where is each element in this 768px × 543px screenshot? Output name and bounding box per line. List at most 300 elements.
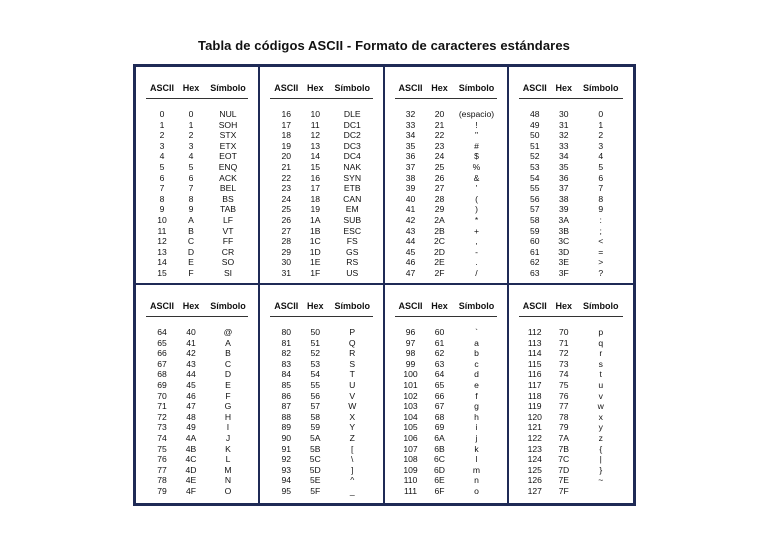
table-row [395, 204, 497, 215]
table-row [519, 348, 623, 359]
symbol-cell: F [225, 390, 231, 401]
table-row [395, 215, 497, 226]
symbol-cell: a [474, 337, 479, 348]
panel-rows [270, 109, 372, 279]
hex-code-cell: 27 [434, 183, 445, 194]
table-row [270, 391, 372, 402]
table-row [146, 194, 248, 205]
hex-code-cell: 52 [310, 348, 321, 359]
table-row [395, 130, 497, 141]
symbol-cell: j [475, 432, 478, 443]
symbol-cell: CR [221, 246, 235, 257]
table-row [270, 173, 372, 184]
table-row [146, 215, 248, 226]
ascii-code-cell: 43 [405, 225, 416, 236]
symbol-cell: q [598, 337, 604, 348]
table-row [395, 151, 497, 162]
ascii-code-cell: 33 [405, 119, 416, 130]
table-row [519, 338, 623, 349]
ascii-code-cell: 99 [405, 358, 416, 369]
symbol-cell: { [599, 443, 603, 454]
table-row [395, 475, 497, 486]
symbol-cell: DC1 [343, 119, 361, 130]
ascii-code-cell: 9 [159, 204, 165, 215]
table-row [519, 454, 623, 465]
hex-code-cell: C [187, 236, 195, 247]
ascii-code-cell: 101 [403, 379, 418, 390]
hex-code-cell: 7B [558, 443, 569, 454]
symbol-cell: B [225, 348, 231, 359]
ascii-code-cell: 34 [405, 130, 416, 141]
symbol-cell: LF [222, 214, 234, 225]
ascii-code-cell: 62 [529, 257, 540, 268]
symbol-cell: | [599, 454, 602, 465]
symbol-cell: U [349, 379, 356, 390]
hex-code-cell: 5E [309, 475, 321, 486]
table-row [270, 226, 372, 237]
table-row [395, 401, 497, 412]
symbol-cell: b [474, 348, 479, 359]
ascii-panel [260, 67, 384, 285]
ascii-code-cell: 81 [281, 337, 292, 348]
symbol-cell: BEL [219, 183, 237, 194]
table-row [270, 130, 372, 141]
hex-code-cell: 67 [434, 401, 445, 412]
table-row [146, 183, 248, 194]
hex-code-cell: 53 [310, 358, 321, 369]
table-row [270, 475, 372, 486]
symbol-cell: M [224, 464, 232, 475]
table-row [395, 465, 497, 476]
symbol-cell: d [474, 369, 479, 380]
ascii-code-cell: 69 [157, 379, 167, 390]
ascii-code-cell: 108 [403, 454, 418, 465]
table-row [395, 412, 497, 423]
ascii-code-cell: 59 [529, 225, 540, 236]
ascii-code-cell: 87 [281, 401, 292, 412]
symbol-cell: + [473, 225, 480, 236]
hex-code-cell: 60 [434, 327, 445, 337]
symbol-cell: v [598, 390, 603, 401]
table-row [519, 486, 623, 497]
symbol-cell: US [346, 267, 359, 278]
table-row [519, 236, 623, 247]
ascii-code-cell: 46 [405, 257, 416, 268]
ascii-code-cell: 1 [159, 119, 165, 130]
ascii-code-cell: 123 [527, 443, 542, 454]
ascii-column-header: ASCII [149, 83, 174, 93]
symbol-cell: GS [346, 246, 359, 257]
hex-code-cell: D [187, 246, 195, 257]
panel-header [270, 301, 372, 317]
hex-code-cell: 56 [310, 390, 321, 401]
hex-code-cell: 32 [558, 130, 569, 141]
table-row [395, 454, 497, 465]
ascii-code-cell: 116 [527, 369, 542, 380]
table-row [270, 444, 372, 455]
hex-code-cell: 63 [434, 358, 445, 369]
ascii-code-cell: 56 [529, 193, 540, 204]
hex-code-cell: 2B [434, 225, 445, 236]
hex-code-cell: 1A [309, 214, 321, 225]
table-row [395, 183, 497, 194]
panel-header [519, 301, 623, 317]
hex-code-cell: 8 [188, 193, 194, 204]
symbol-cell: SUB [343, 214, 362, 225]
hex-code-cell: 2D [434, 246, 445, 257]
ascii-column-header: ASCII [274, 83, 299, 93]
hex-column-header: Hex [431, 301, 448, 311]
hex-code-cell: 16 [310, 172, 321, 183]
symbol-cell: T [349, 369, 355, 380]
hex-code-cell: 25 [434, 161, 445, 172]
ascii-code-cell: 89 [281, 422, 292, 433]
table-row [395, 226, 497, 237]
table-row [146, 338, 248, 349]
table-row [519, 359, 623, 370]
table-row [395, 194, 497, 205]
ascii-code-cell: 30 [281, 257, 292, 268]
hex-code-cell: 30 [558, 109, 569, 119]
hex-code-cell: 35 [558, 161, 569, 172]
table-row [270, 268, 372, 279]
hex-column-header: Hex [182, 301, 200, 311]
symbol-cell: \ [351, 454, 354, 465]
ascii-code-cell: 73 [157, 422, 167, 433]
symbol-cell: g [474, 401, 479, 412]
symbol-cell: y [598, 422, 603, 433]
hex-code-cell: F [188, 267, 194, 278]
page-title: Tabla de códigos ASCII - Formato de caracteres estándares [198, 38, 570, 53]
symbol-cell: " [474, 130, 479, 141]
hex-code-cell: 5F [310, 485, 321, 496]
table-row [395, 236, 497, 247]
ascii-code-cell: 35 [405, 140, 416, 151]
hex-code-cell: 49 [186, 422, 196, 433]
symbol-column-header: Símbolo [583, 83, 619, 93]
hex-code-cell: 9 [188, 204, 194, 215]
table-row [395, 444, 497, 455]
symbol-cell: } [599, 464, 603, 475]
table-row [519, 109, 623, 120]
ascii-code-cell: 26 [281, 214, 292, 225]
hex-code-cell: 58 [310, 411, 321, 422]
table-row [146, 130, 248, 141]
table-row [146, 109, 248, 120]
symbol-column-header: Símbolo [583, 301, 619, 311]
ascii-code-cell: 57 [529, 204, 540, 215]
hex-code-cell: 76 [558, 390, 569, 401]
symbol-cell: k [474, 443, 479, 454]
symbol-cell: r [599, 348, 603, 359]
ascii-code-cell: 41 [405, 204, 416, 215]
ascii-code-cell: 66 [157, 348, 167, 359]
hex-code-cell: 17 [310, 183, 321, 194]
table-row [519, 173, 623, 184]
symbol-cell: I [226, 422, 230, 433]
hex-code-cell: 6D [434, 464, 445, 475]
symbol-cell: Y [349, 422, 356, 433]
ascii-code-cell: 13 [157, 246, 167, 257]
table-row [519, 247, 623, 258]
symbol-cell: 3 [598, 140, 604, 151]
ascii-code-cell: 25 [281, 204, 292, 215]
hex-code-cell: 0 [188, 109, 194, 119]
hex-code-cell: 26 [434, 172, 445, 183]
ascii-code-cell: 67 [157, 358, 167, 369]
symbol-cell: w [597, 401, 604, 412]
ascii-code-cell: 44 [405, 236, 416, 247]
panel-rows [395, 109, 497, 279]
ascii-code-cell: 109 [403, 464, 418, 475]
symbol-cell: 8 [598, 193, 604, 204]
symbol-cell: NUL [219, 109, 237, 119]
table-row [395, 359, 497, 370]
symbol-cell: o [474, 485, 479, 496]
table-row [519, 369, 623, 380]
symbol-cell: L [225, 454, 231, 465]
table-row [270, 422, 372, 433]
hex-code-cell: 5B [309, 443, 321, 454]
hex-code-cell: 59 [310, 422, 321, 433]
symbol-cell: s [598, 358, 603, 369]
ascii-code-cell: 68 [157, 369, 167, 380]
symbol-cell: DC4 [343, 151, 361, 162]
table-row [519, 162, 623, 173]
ascii-panel [136, 285, 260, 503]
table-row [270, 120, 372, 131]
table-row [146, 162, 248, 173]
table-row [270, 465, 372, 476]
hex-code-cell: 4A [185, 432, 197, 443]
table-row [146, 268, 248, 279]
table-row [519, 412, 623, 423]
hex-code-cell: 40 [186, 327, 196, 337]
ascii-code-cell: 100 [403, 369, 418, 380]
ascii-code-cell: 36 [405, 151, 416, 162]
table-row [146, 412, 248, 423]
hex-code-cell: 46 [186, 390, 196, 401]
panel-rows [395, 327, 497, 497]
table-row [146, 257, 248, 268]
ascii-code-cell: 79 [157, 485, 167, 496]
ascii-code-cell: 85 [281, 379, 292, 390]
symbol-column-header: Símbolo [458, 301, 495, 311]
ascii-code-cell: 63 [529, 267, 540, 278]
hex-code-cell: 7E [558, 475, 569, 486]
symbol-cell: D [224, 369, 232, 380]
ascii-code-cell: 74 [157, 432, 167, 443]
ascii-code-cell: 38 [405, 172, 416, 183]
symbol-cell: ) [475, 204, 478, 215]
ascii-code-cell: 51 [529, 140, 540, 151]
hex-code-cell: 20 [434, 109, 445, 119]
ascii-code-cell: 47 [405, 267, 416, 278]
ascii-code-cell: 2 [159, 130, 165, 141]
hex-code-cell: 51 [310, 337, 321, 348]
ascii-code-cell: 117 [527, 379, 542, 390]
table-row [395, 109, 497, 120]
ascii-code-cell: 28 [281, 236, 292, 247]
table-row [270, 401, 372, 412]
panel-rows [270, 327, 372, 497]
symbol-cell: . [475, 257, 478, 268]
symbol-cell: f [475, 390, 478, 401]
hex-code-cell: 31 [558, 119, 569, 130]
hex-code-cell: 33 [558, 140, 569, 151]
hex-code-cell: 4C [185, 454, 197, 465]
table-row [519, 141, 623, 152]
ascii-code-cell: 92 [281, 454, 292, 465]
symbol-cell: m [472, 464, 481, 475]
hex-code-cell: 39 [558, 204, 569, 215]
ascii-code-cell: 93 [281, 464, 292, 475]
symbol-cell: S [349, 358, 356, 369]
table-row [395, 486, 497, 497]
table-row [146, 120, 248, 131]
ascii-code-cell: 95 [281, 485, 292, 496]
ascii-column-header: ASCII [398, 83, 423, 93]
hex-code-cell: 48 [186, 411, 196, 422]
symbol-cell: : [599, 214, 602, 225]
symbol-cell: ` [475, 327, 478, 337]
hex-code-cell: 69 [434, 422, 445, 433]
table-row [519, 380, 623, 391]
symbol-cell: l [475, 454, 478, 465]
hex-code-cell: 4D [185, 464, 197, 475]
hex-code-cell: 2A [434, 214, 445, 225]
table-row [270, 183, 372, 194]
ascii-code-cell: 20 [281, 151, 292, 162]
symbol-cell: i [475, 422, 478, 433]
ascii-code-cell: 4 [159, 151, 165, 162]
ascii-code-cell: 106 [403, 432, 418, 443]
table-row [270, 236, 372, 247]
ascii-code-cell: 84 [281, 369, 292, 380]
symbol-cell: 9 [598, 204, 604, 215]
table-row [519, 183, 623, 194]
hex-code-cell: 1D [309, 246, 321, 257]
ascii-code-cell: 77 [157, 464, 167, 475]
symbol-cell: 2 [598, 130, 604, 141]
symbol-cell: ETB [343, 183, 361, 194]
symbol-cell: ETX [219, 140, 237, 151]
ascii-column-header: ASCII [149, 301, 174, 311]
hex-code-cell: 5D [309, 464, 321, 475]
ascii-code-cell: 126 [527, 475, 542, 486]
ascii-code-cell: 11 [157, 225, 167, 236]
symbol-cell: SOH [218, 119, 238, 130]
symbol-cell: DLE [343, 109, 361, 119]
symbol-cell: _ [349, 485, 355, 496]
symbol-cell: p [598, 327, 604, 337]
hex-code-cell: 65 [434, 379, 445, 390]
panel-rows [146, 327, 248, 497]
ascii-code-cell: 111 [403, 485, 418, 496]
hex-code-cell: 7 [188, 183, 194, 194]
ascii-code-cell: 6 [159, 172, 165, 183]
hex-column-header: Hex [431, 83, 448, 93]
symbol-cell: H [224, 411, 232, 422]
symbol-cell: < [598, 236, 604, 247]
symbol-cell: R [349, 348, 356, 359]
hex-code-cell: 77 [558, 401, 569, 412]
ascii-code-cell: 12 [157, 236, 167, 247]
table-row [146, 475, 248, 486]
ascii-code-cell: 86 [281, 390, 292, 401]
symbol-cell: N [224, 475, 232, 486]
ascii-code-cell: 120 [527, 411, 542, 422]
symbol-cell [577, 486, 625, 497]
symbol-cell: = [598, 246, 604, 257]
symbol-cell: EOT [219, 151, 237, 162]
table-row [519, 465, 623, 476]
hex-code-cell: 5A [309, 432, 321, 443]
symbol-cell: n [474, 475, 479, 486]
ascii-code-cell: 32 [405, 109, 416, 119]
hex-code-cell: 1F [310, 267, 321, 278]
hex-column-header: Hex [182, 83, 200, 93]
ascii-code-cell: 42 [405, 214, 416, 225]
hex-code-cell: 6F [434, 485, 445, 496]
hex-code-cell: 57 [310, 401, 321, 412]
hex-code-cell: 41 [186, 337, 196, 348]
hex-code-cell: B [188, 225, 194, 236]
hex-code-cell: 14 [310, 151, 321, 162]
table-row [146, 391, 248, 402]
ascii-code-cell: 5 [159, 161, 165, 172]
symbol-cell: 1 [598, 119, 604, 130]
ascii-panel [385, 285, 509, 503]
ascii-code-cell: 96 [405, 327, 416, 337]
table-row [270, 257, 372, 268]
hex-code-cell: 7A [558, 432, 569, 443]
hex-code-cell: 38 [558, 193, 569, 204]
hex-code-cell: 2 [188, 130, 194, 141]
symbol-cell: ^ [350, 475, 355, 486]
symbol-cell: K [225, 443, 231, 454]
hex-code-cell: 62 [434, 348, 445, 359]
symbol-cell: [ [351, 443, 354, 454]
symbol-cell: @ [223, 327, 233, 337]
table-row [146, 173, 248, 184]
ascii-code-cell: 125 [527, 464, 542, 475]
table-row [270, 247, 372, 258]
symbol-column-header: Símbolo [334, 301, 370, 311]
ascii-code-cell: 19 [281, 140, 292, 151]
hex-code-cell: 36 [558, 172, 569, 183]
symbol-cell: C [224, 358, 232, 369]
symbol-cell: e [474, 379, 479, 390]
hex-code-cell: 73 [558, 358, 569, 369]
ascii-code-cell: 71 [157, 401, 167, 412]
hex-code-cell: 78 [558, 411, 569, 422]
ascii-code-cell: 110 [403, 475, 418, 486]
table-row [395, 348, 497, 359]
hex-code-cell: 7D [558, 464, 570, 475]
symbol-cell: x [598, 411, 603, 422]
symbol-cell: A [225, 337, 231, 348]
symbol-cell: # [474, 140, 479, 151]
hex-column-header: Hex [306, 301, 324, 311]
panel-header [146, 301, 248, 317]
symbol-cell: % [472, 161, 481, 172]
symbol-cell: CAN [343, 193, 362, 204]
hex-code-cell: 6B [434, 443, 445, 454]
symbol-cell: ( [475, 193, 478, 204]
symbol-cell: 7 [598, 183, 604, 194]
symbol-cell: G [224, 401, 232, 412]
